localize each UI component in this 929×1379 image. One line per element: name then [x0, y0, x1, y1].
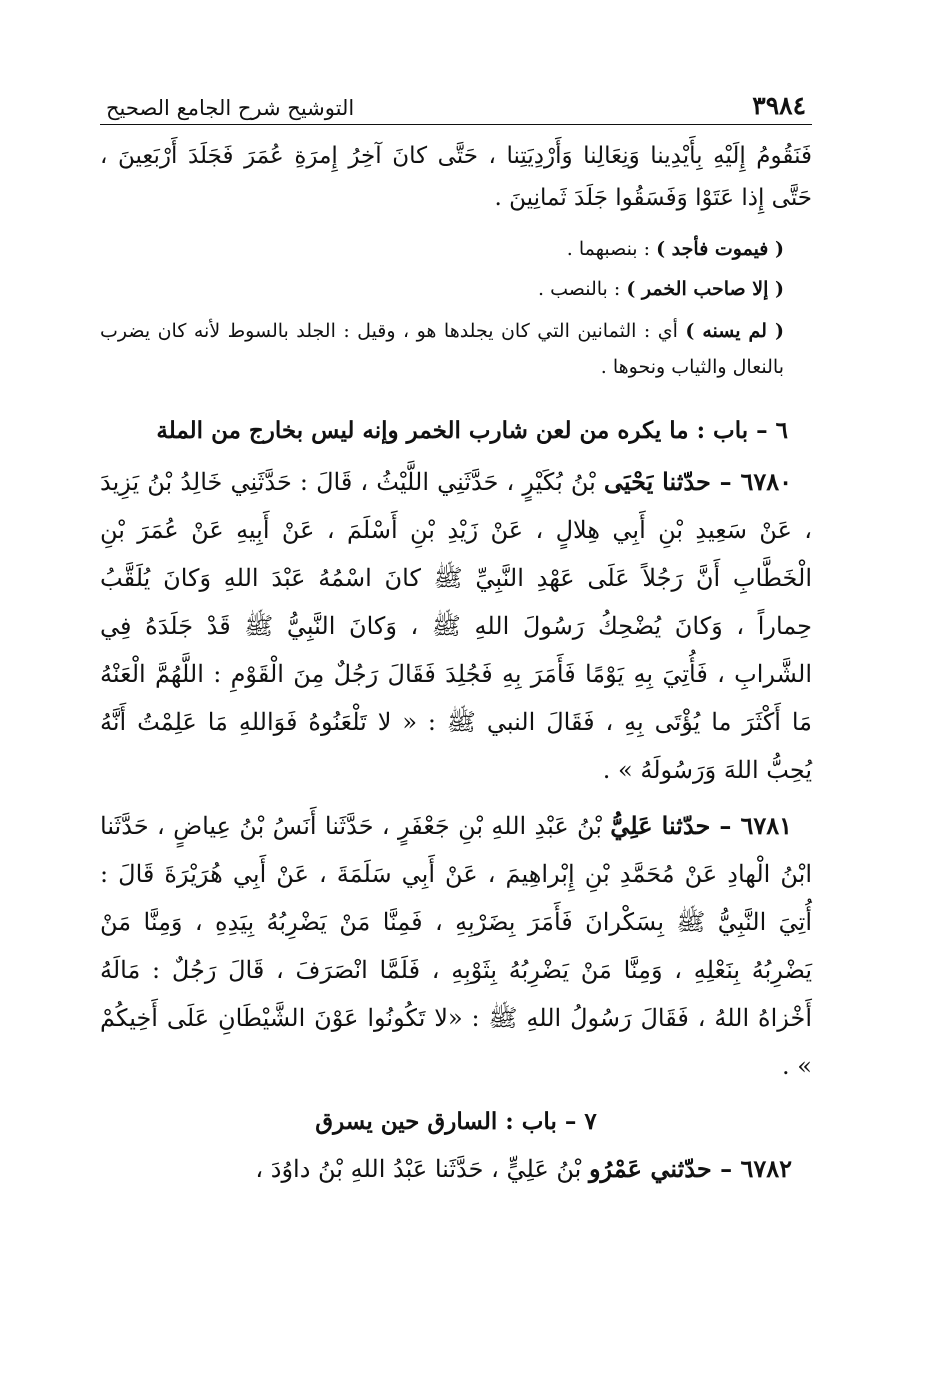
- running-title: التوشيح شرح الجامع الصحيح: [106, 96, 355, 120]
- hadith-6781: [100, 802, 812, 1090]
- note-keyword: ( فيموت فأجد ): [656, 238, 784, 260]
- note-text: : بنصبهما .: [566, 238, 657, 260]
- note-illa-sahib: [100, 271, 812, 307]
- hadith-opening: حدّثني عَمْرُو: [588, 1154, 721, 1183]
- hadith-text: بْنُ عَبْدِ اللهِ بْنِ جَعْفَرٍ ، حَدَّثَنا أَنَسُ بْنُ عِياضٍ ، حَدَّثَنا ابْنُ الْهادِ عَنْ مُحَمَّدِ بْنِ إِبْراهِيمَ ، عَنْ أَبِي سَلَمَةَ ، عَنْ أَبِي هُرَيْرَةَ قَالَ : أُتِيَ النَّبِيُّ ﷺ بِسَكْرانَ فَأَمَرَ بِضَرْبِهِ ، فَمِنَّا مَنْ يَضْرِبُهُ بِيَدِهِ ، وَمِنَّا مَنْ يَضْرِبُهُ بِنَعْلِهِ ، وَمِنَّا مَنْ يَضْرِبُهُ بِثَوْبِهِ ، فَلَمَّا انْصَرَفَ ، قَالَ رَجُلٌ : مَالَهُ أَخْزاهُ اللهُ ، فَقَالَ رَسُولُ اللهِ ﷺ : «لا تَكُونُوا عَوْنَ الشَّيْطَانِ عَلَى أَخِيكُمْ » .: [100, 812, 812, 1080]
- hadith-6782: [100, 1145, 812, 1193]
- top-paragraph: فَنَقُومُ إِلَيْهِ بِأَيْدِينا وَنِعَالِنا وَأَرْدِيَتِنا ، حَتَّى كانَ آخِرُ إِمرَةِ عُمَرَ فَجَلَدَ أَرْبَعِينَ ، حَتَّى إِذا عَتَوْا وَفَسَقُوا جَلَدَ ثَمانِينَ .: [100, 143, 812, 211]
- note-lam-yasunnah: [100, 313, 812, 385]
- note-keyword: ( إلا صاحب الخمر ): [626, 278, 784, 300]
- note-fayamut: [100, 231, 812, 267]
- hadith-6780: [100, 458, 812, 794]
- page-header: [100, 84, 812, 125]
- book-page: [100, 84, 812, 1193]
- hadith-number: ٦٧٨١ –: [719, 811, 793, 840]
- note-text: : بالنصب .: [538, 278, 627, 300]
- chapter-heading-7: ٧ – باب : السارق حين يسرق: [315, 1108, 597, 1135]
- page-number: ٣٩٨٤: [752, 91, 806, 120]
- hadith-text: بْنُ عَلِيٍّ ، حَدَّثَنا عَبْدُ اللهِ بْنُ داوُدَ ،: [255, 1155, 589, 1183]
- hadith-number: ٦٧٨٢ –: [720, 1154, 792, 1183]
- hadith-opening: حدّثنا يَحْيَى: [603, 467, 720, 496]
- hadith-text: بْنُ بُكَيْرٍ ، حَدَّثَنِي اللَّيْثُ ، قَالَ : حَدَّثَنِي خَالِدُ بْنُ يَزِيدَ ، عَنْ سَعِيدِ بْنِ أَبِي هِلالٍ ، عَنْ زَيْدِ بْنِ أَسْلَمَ ، عَنْ أَبِيهِ عَنْ عُمَرَ بْنِ الْخَطَّابِ أَنَّ رَجُلاً عَلَى عَهْدِ النَّبِيِّ ﷺ كانَ اسْمُهُ عَبْدَ اللهِ وَكانَ يُلَقَّبُ حِماراً ، وَكانَ يُضْحِكُ رَسُولَ اللهِ ﷺ ، وَكانَ النَّبِيُّ ﷺ قَدْ جَلَدَهُ فِي الشَّرابِ ، فَأُتِيَ بِهِ يَوْمًا فَأَمَرَ بِهِ فَجُلِدَ فَقَالَ رَجُلٌ مِنَ الْقَوْمِ : اللَّهُمَّ الْعَنْهُ مَا أَكْثَرَ ما يُؤْتَى بِهِ ، فَقَالَ النبي ﷺ : « لا تَلْعَنُوهُ فَوَاللهِ مَا عَلِمْتُ أَنَّهُ يُحِبُّ اللهَ وَرَسُولَهُ » .: [100, 468, 812, 784]
- note-text: أي : الثمانين التي كان يجلدها هو ، وقيل : الجلد بالسوط لأنه كان يضرب بالنعال والثياب ونحوها .: [100, 320, 784, 378]
- hadith-opening: حدّثنا عَلِيُّ: [610, 811, 720, 840]
- hadith-number: ٦٧٨٠ –: [719, 467, 793, 496]
- chapter-heading-6: ٦ – باب : ما يكره من لعن شارب الخمر وإنه ليس بخارج من الملة: [156, 417, 788, 444]
- note-keyword: ( لم يسنه ): [685, 320, 784, 342]
